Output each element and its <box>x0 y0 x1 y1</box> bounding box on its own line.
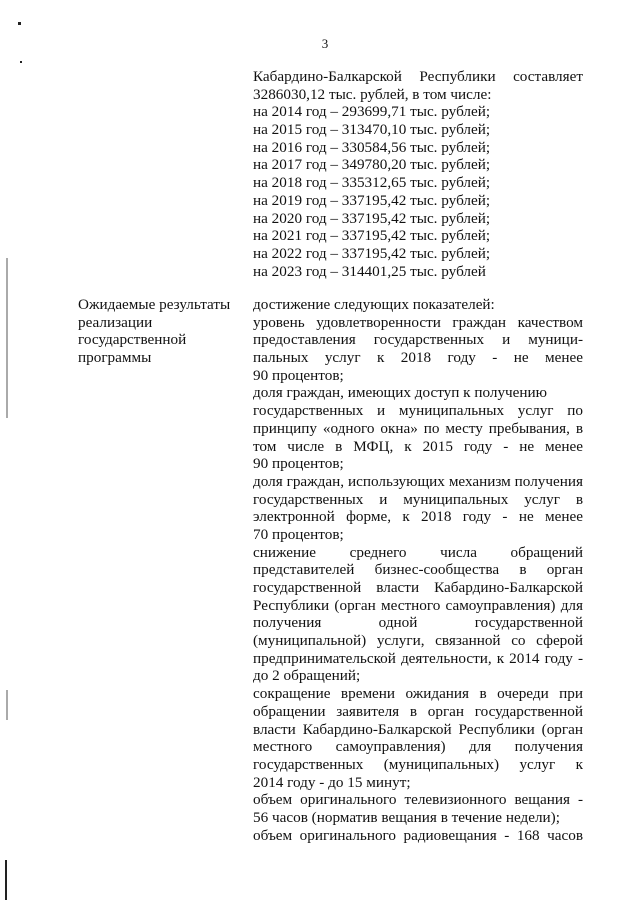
funding-line: на 2015 год – 313470,10 тыс. рублей; <box>253 121 491 139</box>
results-line: государственных (муниципальных) услуг к <box>253 755 583 773</box>
results-line: снижение среднего числа обращений <box>253 543 583 561</box>
results-line: объем оригинального телевизионного вещания - <box>253 791 583 809</box>
funding-line: на 2016 год – 330584,56 тыс. рублей; <box>253 138 491 156</box>
funding-text <box>253 68 583 280</box>
results-line: Республики (орган местного самоуправления) для <box>253 596 583 614</box>
results-line: объем оригинального радиовещания - 168 часов <box>253 826 583 844</box>
results-line: государственных и муниципальных услуг по <box>253 402 583 420</box>
results-line: обращении заявителя в орган государственной <box>253 702 583 720</box>
results-line: доля граждан, имеющих доступ к получению <box>253 384 548 402</box>
funding-line: 3286030,12 тыс. рублей, в том числе: <box>253 85 492 103</box>
results-line: 70 процентов; <box>253 525 344 543</box>
results-line: представителей бизнес-сообщества в орган <box>253 561 583 579</box>
results-line: местного самоуправления) для получения <box>253 738 583 756</box>
funding-line: на 2022 год – 337195,42 тыс. рублей; <box>253 244 491 262</box>
funding-line: на 2020 год – 337195,42 тыс. рублей; <box>253 209 491 227</box>
results-label <box>78 296 243 367</box>
results-line: достижение следующих показателей: <box>253 296 495 313</box>
results-line: пальных услуг к 2018 году - не менее <box>253 349 583 367</box>
funding-line: на 2023 год – 314401,25 тыс. рублей <box>253 262 486 280</box>
results-line: власти Кабардино-Балкарской Республики (орган <box>253 720 583 738</box>
results-line: доля граждан, использующих механизм получения <box>253 472 583 490</box>
results-line: 56 часов (норматив вещания в течение недели); <box>253 808 560 826</box>
results-text <box>253 296 583 844</box>
funding-line: на 2021 год – 337195,42 тыс. рублей; <box>253 227 491 245</box>
results-line: сокращение времени ожидания в очереди при <box>253 685 583 703</box>
results-line: предоставления государственных и муници- <box>253 331 583 349</box>
funding-line: на 2019 год – 337195,42 тыс. рублей; <box>253 191 491 209</box>
funding-line: на 2018 год – 335312,65 тыс. рублей; <box>253 174 491 192</box>
results-line: том числе в МФЦ, к 2015 году - не менее <box>253 437 583 455</box>
results-line: государственных и муниципальных услуг в <box>253 490 583 508</box>
scan-mark <box>5 860 7 900</box>
scan-mark <box>20 61 22 63</box>
funding-line: на 2014 год – 293699,71 тыс. рублей; <box>253 103 491 121</box>
results-label-line: программы <box>78 349 152 367</box>
funding-line: Кабардино-Балкарской Республики составляет <box>253 68 583 85</box>
results-line: предпринимательской деятельности, к 2014 году - <box>253 649 583 667</box>
results-line: принципу «одного окна» по месту пребывания, в <box>253 419 583 437</box>
results-label-line: реализации <box>78 313 153 331</box>
results-line: уровень удовлетворенности граждан качеством <box>253 313 583 331</box>
results-label-line: государственной <box>78 331 187 349</box>
results-line: (муниципальной) услуги, связанной со сферой <box>253 632 583 650</box>
results-line: 90 процентов; <box>253 366 344 384</box>
page-number: 3 <box>321 36 329 51</box>
scan-mark <box>6 258 8 418</box>
results-line: до 2 обращений; <box>253 667 361 685</box>
results-line: государственной власти Кабардино-Балкарской <box>253 579 583 596</box>
results-line: получения одной государственной <box>253 614 583 632</box>
results-line: 2014 году - до 15 минут; <box>253 773 411 791</box>
results-label-line: Ожидаемые результаты <box>78 296 231 313</box>
results-line: 90 процентов; <box>253 455 344 473</box>
results-line: электронной форме, к 2018 году - не менее <box>253 508 583 526</box>
scan-mark <box>6 690 8 720</box>
scan-mark <box>18 22 21 25</box>
funding-line: на 2017 год – 349780,20 тыс. рублей; <box>253 156 491 174</box>
